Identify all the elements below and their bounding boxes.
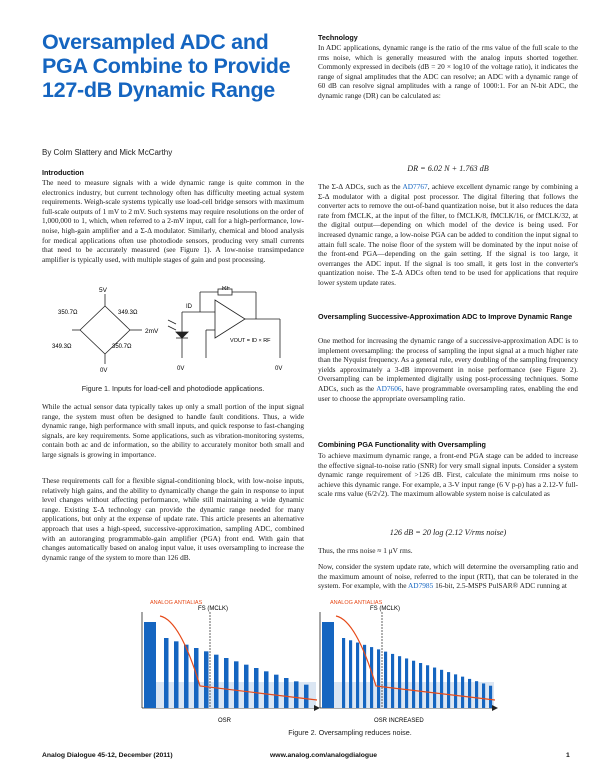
spectrum-bar: [356, 643, 359, 708]
paragraph: To achieve maximum dynamic range, a front-end PGA stage can be added to increase the effective signal-to-noise ratio (SNR) for very small signal inputs. Consider a system dynamic range requirement of >126 dB. First, calculate the minimum rms noise to achieve this dynamic range. For example, a 3-V input range (6 V p-p) has a 2.12-V full-scale rms value (6/2√2). The maximum allowable system noise is calculated as: [318, 451, 578, 499]
signal-band: [144, 622, 156, 708]
equation-noise: 126 dB = 20 log (2.12 V/rms noise): [389, 528, 507, 537]
spectrum-bar: [433, 668, 436, 708]
figure-1-schematic: [50, 286, 300, 372]
rms-noise-line: Thus, the rms noise ≈ 1 μV rms.: [318, 546, 413, 555]
spectrum-bar: [454, 674, 457, 708]
resistor-label: 350.7Ω: [58, 310, 78, 316]
paragraph: In ADC applications, dynamic range is the ratio of the rms value of the full scale to the rms noise, which is generally measured with the analog inputs shorted together. Commonly expressed in decibels (dB = 20 × log10 of the voltage ratio), it indicates the range of signal amplitudes that the ADC can resolve; an ADC with a dynamic range of 60 dB can resolve signal amplitudes with a range of 1000:1. For an N-bit ADC, the dynamic range (DR) can be calculated as:: [318, 43, 578, 100]
spectrum-bar: [184, 645, 189, 708]
spectrum-bar: [342, 638, 345, 708]
rf-label: RF: [222, 286, 230, 292]
spectrum-bar: [284, 678, 289, 708]
figure-2-caption: Figure 2. Oversampling reduces noise.: [288, 728, 412, 737]
id-label: ID: [186, 304, 192, 310]
spectrum-bar: [377, 649, 380, 708]
signal-band: [322, 622, 334, 708]
paragraph: Now, consider the system update rate, which will determine the oversampling ratio and the maximum amount of noise, referred to the input (RTI), that can be tolerated in the system. For example, with the AD7985 16-bit, 2.5-MSPS PulSAR® ADC running at: [318, 562, 578, 591]
axis-label: OSR INCREASED: [374, 718, 424, 724]
spectrum-bar: [461, 677, 464, 708]
intro-heading: Introduction: [42, 168, 84, 177]
spectrum-bar: [254, 668, 259, 708]
antialias-label: ANALOG ANTIALIAS: [330, 600, 383, 606]
spectrum-bar: [294, 681, 299, 708]
spectrum-bar: [398, 656, 401, 708]
spectrum-bar: [304, 685, 309, 708]
ad7606-link[interactable]: AD7606: [376, 383, 402, 393]
spectrum-bar: [475, 681, 478, 708]
resistor-label: 349.3Ω: [52, 344, 72, 350]
spectrum-bar: [426, 665, 429, 708]
spectrum-bar: [244, 665, 249, 708]
spectrum-bar: [489, 686, 492, 708]
intro-paragraph: The need to measure signals with a wide dynamic range is quite common in the electronics industry, but current technology often has difficulty meeting actual system requirements. Weigh-scale systems typically use load-cell bridge sensors with maximum full-scale outputs of 1 mV to 2 mV. Such systems may require resolutions on the order of 1,000,000 to 1, which, when referred to a 2-mV input, call for a high-performance, low-noise, high-gain amplifier and a Σ-Δ modulator. Similarly, chemical and blood analysis for medical applications often use photodiode sensors, producing very small currents that need to be accurately measured (see Figure 1). A low-noise transimpedance amplifier is typically used, with multiple stages of gain and post processing.: [42, 178, 304, 264]
spectrum-bar: [349, 640, 352, 708]
paragraph: While the actual sensor data typically takes up only a small portion of the input signal range, the system must often be designed to handle fault conditions. Thus, a wide dynamic range, high performance with small inputs, and quick response to fast-changing signals, are key requirements. Some applications, such as vibration-monitoring systems, contain both ac and dc information, so the ability to accurately monitor both small and large signals is growing in importance.: [42, 402, 304, 459]
spectrum-bar: [164, 638, 169, 708]
spectrum-bar: [264, 671, 269, 708]
bridge-output-label: 2mV: [145, 328, 159, 335]
equation-dr: DR = 6.02 N + 1.763 dB: [407, 164, 489, 173]
fs-label: FS (MCLK): [370, 606, 400, 612]
spectrum-bar: [440, 670, 443, 708]
spectrum-bar: [482, 683, 485, 708]
antialias-label: ANALOG ANTIALIAS: [150, 600, 203, 606]
spectrum-bar: [468, 679, 471, 708]
spectrum-bar: [234, 661, 239, 708]
article-title: Oversampled ADC and PGA Combine to Provide 127-dB Dynamic Range: [42, 30, 291, 102]
figure-2-oversampling: [140, 596, 560, 726]
footer-journal: Analog Dialogue 45-12, December (2011): [42, 752, 173, 759]
technology-heading: Technology: [318, 33, 358, 42]
ground-label: 0V: [100, 368, 108, 372]
spectrum-bar: [391, 654, 394, 708]
paragraph: These requirements call for a flexible signal-conditioning block, with low-noise inputs, relatively high gains, and the ability to dynamically change the gain in response to input level changes without affecting performance, while still maintaining a wide dynamic range. Existing Σ-Δ technology can provide the dynamic range needed for many applications, but only at the expense of update rate. This article presents an alternative approach that uses a high-speed, successive-approximation, sampling ADC, combined with an autoranging programmable-gain amplifier (PGA) front end. With gain that changes automatically based on analog input value, it uses oversampling to increase the dynamic range of the system to more than 126 dB.: [42, 476, 304, 562]
pga-heading: Combining PGA Functionality with Oversampling: [318, 440, 486, 449]
ad7985-link[interactable]: AD7985: [407, 581, 434, 591]
resistor-label: 350.7Ω: [112, 344, 132, 350]
ad7767-link[interactable]: AD7767: [402, 182, 428, 191]
spectrum-bar: [370, 647, 373, 708]
spectrum-bar: [412, 661, 415, 708]
spectrum-bar: [384, 652, 387, 708]
spectrum-bar: [447, 672, 450, 708]
supply-label: 5V: [99, 287, 107, 294]
spectrum-bar: [274, 675, 279, 708]
spectrum-bar: [405, 658, 408, 708]
fs-label: FS (MCLK): [198, 606, 228, 612]
spectrum-bar: [224, 658, 229, 708]
spectrum-bar: [214, 655, 219, 708]
ground-label: 0V: [275, 366, 283, 372]
figure-1-caption: Figure 1. Inputs for load-cell and photodiode applications.: [81, 384, 265, 393]
page-number: 1: [566, 752, 570, 759]
footer-url[interactable]: www.analog.com/analogdialogue: [270, 752, 378, 759]
spectrum-bar: [174, 641, 179, 708]
spectrum-bar: [419, 663, 422, 708]
axis-label: OSR: [218, 718, 232, 724]
ground-label: 0V: [177, 366, 185, 372]
axis-arrow: [314, 705, 320, 711]
resistor-label: 349.3Ω: [118, 310, 138, 316]
vout-label: VOUT = ID × RF: [230, 338, 271, 344]
byline: By Colm Slattery and Mick McCarthy: [42, 148, 173, 157]
oversampling-heading: Oversampling Successive-Approximation ADC to Improve Dynamic Range: [318, 312, 573, 321]
axis-arrow: [492, 705, 498, 711]
paragraph: One method for increasing the dynamic range of a successive-approximation ADC is to implement oversampling: the process of sampling the input signal at a much higher rate than the Nyquist frequency. As a general rule, every doubling of the sampling frequency yields approximately a 3-dB improvement in noise performance (see Figure 2). Oversampling can be implemented digitally using post-processing techniques. Some ADCs, such as the AD7606, have programmable oversampling rates, enabling the end user to choose the appropriate oversampling ratio.: [318, 336, 578, 403]
paragraph: The Σ-Δ ADCs, such as the AD7767, achieve excellent dynamic range by combining a Σ-Δ modulator with a digital post processor. The digital filtering that follows the converter acts to remove the out-of-band quantization noise, but it also reduces the data rate from fMCLK, at the input of the filter, to fMCLK/8, fMCLK/16, or fMCLK/32, at the digital output—depending on which model of the device is being used. For increased dynamic range, a low-noise PGA can be added to condition the input signal to attain full scale. The noise floor of the system will be dominated by the input noise of the front-end PGA—depending on the gain setting. If the signal is too large, it overranges the ADC input. If the signal is too small, it gets lost in the converter's quantization noise. The Σ-Δ ADCs often tend to be used for applications that require lower system update rates.: [318, 182, 578, 287]
spectrum-bar: [204, 651, 209, 708]
